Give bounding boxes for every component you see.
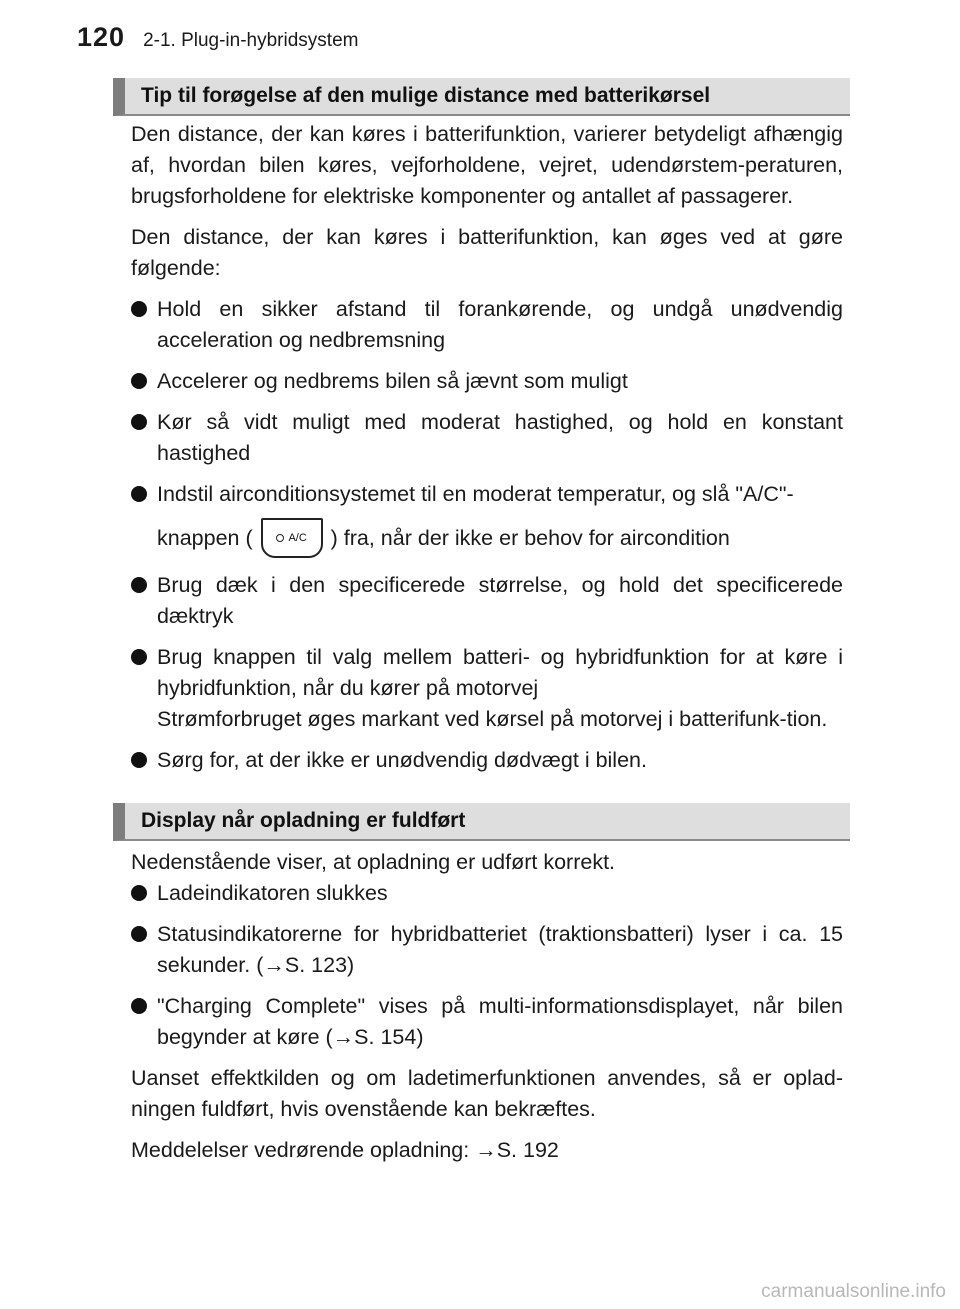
list-item-ac: Indstil airconditionsystemet til en moderat temperatur, og slå "A/C"- knappen ( A/C ) fra, når der ikke er behov for aircondition	[131, 479, 843, 560]
ac-suffix-text: ) fra, når der ikke er behov for aircondition	[330, 525, 730, 550]
bullet-icon	[131, 414, 147, 430]
charging-complete-content	[131, 847, 843, 1176]
ac-indicator-icon	[276, 534, 284, 542]
bullet-icon	[131, 301, 147, 317]
list-item: Accelerer og nedbrems bilen så jævnt som muligt	[131, 366, 843, 397]
bullet-icon	[131, 926, 147, 942]
list-item: Brug dæk i den specificerede størrelse, og hold det specificerede dæktryk	[131, 570, 843, 632]
paragraph: Meddelelser vedrørende opladning: →S. 192	[131, 1138, 559, 1162]
list-item: Statusindikatorerne for hybridbatteriet (traktionsbatteri) lyser i ca. 15 sekunder. (→S. 123)	[131, 919, 843, 981]
list-item: Brug knappen til valg mellem batteri- og hybridfunktion for at køre i hybridfunktion, når du kører på motorvej Strømforbruget øges markant ved kørsel på motorvej i batterifunk-tion.	[131, 642, 843, 735]
ac-prefix-text: knappen (	[157, 525, 253, 550]
page-number: 120	[77, 22, 126, 52]
bullet-icon	[131, 649, 147, 665]
bullet-icon	[131, 752, 147, 768]
paragraph: Uanset effektkilden og om ladetimerfunktionen anvendes, så er oplad-ningen fuldført, hvis ovenstående kan bekræftes.	[131, 1066, 843, 1121]
ac-line	[157, 516, 843, 560]
paragraph: Den distance, der kan køres i batterifunktion, varierer betydeligt afhængig af, hvordan bilen køres, vejforholdene, vejret, udendørstem-peraturen, brugsforholdene for elektriske komponenter og antallet af passagerer.	[131, 122, 843, 208]
paragraph: Den distance, der kan køres i batterifunktion, kan øges ved at gøre følgende:	[131, 225, 843, 280]
bullet-icon	[131, 373, 147, 389]
bullet-icon	[131, 998, 147, 1014]
watermark: carmanualsonline.info	[761, 1281, 946, 1302]
list-item: Sørg for, at der ikke er unødvendig dødvægt i bilen.	[131, 745, 843, 776]
motorway-note: Strømforbruget øges markant ved kørsel på motorvej i batterifunk-tion.	[157, 707, 828, 731]
ac-button-label: A/C	[288, 531, 307, 544]
page-header	[77, 22, 358, 56]
section-heading-charging-complete: Display når opladning er fuldført	[113, 803, 850, 841]
battery-range-content	[131, 119, 843, 786]
bullet-icon	[131, 486, 147, 502]
section-heading-battery-range: Tip til forøgelse af den mulige distance med batterikørsel	[113, 78, 850, 116]
list-item: Ladeindikatoren slukkes	[131, 878, 843, 909]
bullet-icon	[131, 577, 147, 593]
list-item: "Charging Complete" vises på multi-informationsdisplayet, når bilen begynder at køre (→S. 154)	[131, 991, 843, 1053]
list-item: Kør så vidt muligt med moderat hastighed, og hold en konstant hastighed	[131, 407, 843, 469]
paragraph: Nedenstående viser, at opladning er udført korrekt.	[131, 850, 616, 874]
bullet-icon	[131, 885, 147, 901]
section-title: 2-1. Plug-in-hybridsystem	[143, 30, 359, 51]
list-item: Hold en sikker afstand til forankørende, og undgå unødvendig acceleration og nedbremsning	[131, 294, 843, 356]
ac-button-icon	[261, 518, 323, 558]
